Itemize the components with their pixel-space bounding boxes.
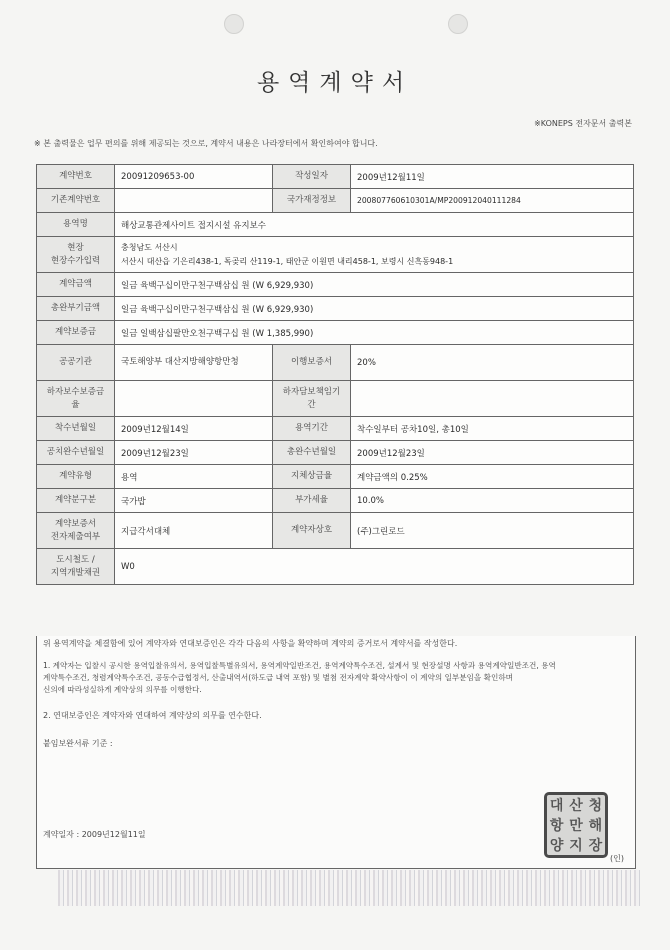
contractor: (주)그린로드	[351, 513, 634, 549]
clause-1-line-1: 1. 계약자는 입찰시 공시한 용역입찰유의서, 용역입찰특별유의서, 용역계약일반조건, 용역계약특수조건, 설계서 및 현장설명 사항과 용역계약일반조건, 용역	[43, 661, 556, 670]
agency-label: 공공기관	[37, 345, 115, 381]
deposit-rate-label: 이행보증서	[273, 345, 351, 381]
clause-1-line-3: 신의에 따라성실하게 계약상의 의무를 이행한다.	[43, 685, 202, 694]
seal-char: 양	[549, 838, 564, 854]
period-label: 용역기간	[273, 417, 351, 441]
category-label: 계약분구분	[37, 489, 115, 513]
period: 착수일부터 공차10일, 총10일	[351, 417, 634, 441]
punch-hole-left	[224, 14, 244, 34]
e-contract-label	[37, 513, 115, 549]
contractor-label: 계약자상호	[273, 513, 351, 549]
prior-contract	[115, 189, 273, 213]
total-amount-label: 총완부기금액	[37, 297, 115, 321]
seal-char: 대	[549, 798, 564, 814]
seal-char: 장	[588, 838, 603, 854]
site-value-2: 서산시 대산읍 기은리438-1, 독곶리 산119-1, 태안군 이원면 내리458-1, 보령시 신흑동948-1	[121, 256, 454, 266]
site-label-1: 현장	[67, 242, 84, 253]
contract-table	[36, 164, 634, 585]
seal-char: 산	[569, 798, 583, 814]
deposit: 일금 일백삼십팔만오천구백구십 원 (W 1,385,990)	[115, 321, 634, 345]
agreement-intro: 위 용역계약을 체결함에 있어 계약자와 연대보증인은 각각 다음의 사항을 확약하며 계약의 증거로서 계약서를 작성한다.	[43, 639, 458, 648]
service-name-label: 용역명	[37, 213, 115, 237]
table-row	[37, 513, 634, 549]
table-row	[37, 297, 634, 321]
total-completion: 2009년12월23일	[351, 441, 634, 465]
warranty-period-label: 하자담보책임기간	[273, 381, 351, 417]
punch-hole-right	[448, 14, 468, 34]
e-contract-label-2: 전자제출여부	[50, 531, 101, 542]
clause-1-line-2: 계약특수조건, 청렴계약특수조건, 공동수급협정서, 산출내역서(하도급 내역 포함) 및 별첨 전자계약 확약사항이 이 계약의 일부분임을 확인하며	[43, 673, 514, 682]
contract-date: 계약일자 : 2009년12월11일	[43, 830, 146, 839]
agency: 국토해양부 대산지방해양항만청	[115, 345, 273, 381]
document-title: 용역계약서	[256, 70, 414, 96]
warranty-amount-label: 하자보수보증금율	[37, 381, 115, 417]
table-row	[37, 189, 634, 213]
prior-contract-label: 기존계약번호	[37, 189, 115, 213]
seal-char: 지	[569, 838, 583, 854]
completion-date: 2009년12월23일	[115, 441, 273, 465]
seal-char: 만	[569, 818, 583, 834]
vat: 10.0%	[351, 489, 634, 513]
seal-char: 청	[588, 798, 603, 814]
completion-label: 공치완수년월일	[37, 441, 115, 465]
table-row	[37, 345, 634, 381]
site-value-1: 충청남도 서산시	[121, 242, 178, 252]
table-row	[37, 273, 634, 297]
written-date: 2009년12월11일	[351, 165, 634, 189]
site-label-2: 현장수가입력	[50, 255, 101, 266]
table-row	[37, 489, 634, 513]
delay-label: 지체상금율	[273, 465, 351, 489]
site-value	[115, 237, 634, 273]
service-name: 해상교통관제사이트 접지시설 유지보수	[115, 213, 634, 237]
total-completion-label: 총완수년월일	[273, 441, 351, 465]
deposit-rate: 20%	[351, 345, 634, 381]
region-label	[37, 549, 115, 585]
scan-noise-band	[58, 870, 640, 906]
e-contract: 지급각서대체	[115, 513, 273, 549]
official-seal	[544, 792, 608, 858]
total-amount: 일금 육백구십이만구천구백삼십 원 (W 6,929,930)	[115, 297, 634, 321]
national-fund: 20080776061030​1A/MP20091204011​1284	[351, 189, 634, 213]
seal-char: 항	[549, 818, 564, 834]
table-row	[37, 237, 634, 273]
table-row	[37, 417, 634, 441]
contract-no-label: 계약번호	[37, 165, 115, 189]
amount-label: 계약금액	[37, 273, 115, 297]
seal-char: 해	[588, 818, 603, 834]
category: 국가밥	[115, 489, 273, 513]
table-row	[37, 321, 634, 345]
table-row	[37, 441, 634, 465]
region-label-1: 도시철도 /	[56, 554, 95, 565]
warranty-amount	[115, 381, 273, 417]
type: 용역	[115, 465, 273, 489]
amount: 일금 육백구십이만구천구백삼십 원 (W 6,929,930)	[115, 273, 634, 297]
start-date: 2009년12월14일	[115, 417, 273, 441]
koneps-tag: ※KONEPS 전자문서 출력본	[534, 119, 632, 128]
table-row	[37, 381, 634, 417]
delay: 계약금액의 0.25%	[351, 465, 634, 489]
site-label	[37, 237, 115, 273]
start-date-label: 착수년월일	[37, 417, 115, 441]
type-label: 계약유형	[37, 465, 115, 489]
seal-suffix: (인)	[610, 854, 624, 863]
region-label-2: 지역개발채권	[50, 567, 101, 578]
warranty-period	[351, 381, 634, 417]
notice-text: ※ 본 출력물은 업무 편의를 위해 제공되는 것으로, 계약서 내용은 나라장터에서 확인하여야 합니다.	[34, 139, 378, 148]
clause-2: 2. 연대보증인은 계약자와 연대하여 계약상의 의무를 연수한다.	[43, 711, 262, 720]
e-contract-label-1: 계약보증서	[54, 518, 97, 529]
table-row	[37, 165, 634, 189]
deposit-label: 계약보증금	[37, 321, 115, 345]
written-date-label: 작성일자	[273, 165, 351, 189]
table-row	[37, 465, 634, 489]
vat-label: 부가세율	[273, 489, 351, 513]
table-row	[37, 213, 634, 237]
table-row	[37, 549, 634, 585]
contract-no: 20091209653-00	[115, 165, 273, 189]
region-value: W0	[115, 549, 634, 585]
attached-docs: 붙임보완서류 기준 :	[43, 739, 113, 748]
national-fund-label: 국가재정정보	[273, 189, 351, 213]
